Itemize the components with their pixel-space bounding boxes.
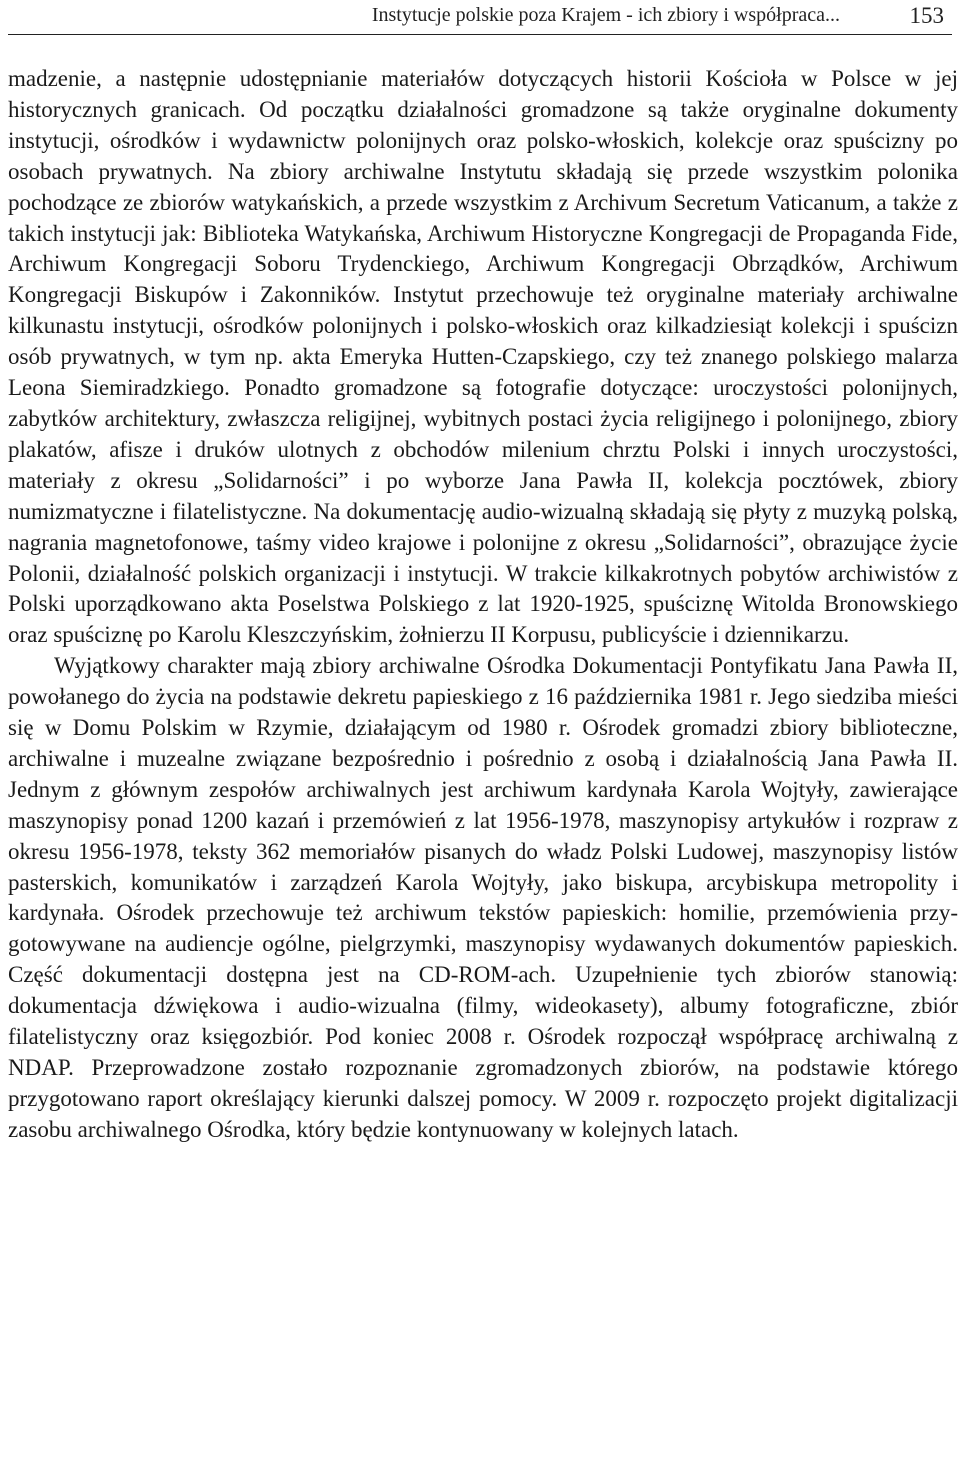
body-text bbox=[8, 64, 958, 1146]
page-number: 153 bbox=[909, 3, 944, 28]
paragraph-pontificate-center: Wyjątkowy charakter mają zbiory archiwalne Ośrodka Dokumentacji Pontyfikatu Jana Pawła II, powołanego do życia na podstawie dekretu papieskiego z 16 października 1981 r. Jego siedziba mieści się w Domu Polskim w Rzymie, działającym od 1980 r. Ośrodek gromadzi zbiory biblioteczne, archiwalne i muzealne związane bezpośrednio i pośrednio z osobą i działalnością Jana Pawła II. Jednym z głównym zespołów archiwalnych jest archiwum kardynała Karola Wojtyły, zawierające maszynopisy ponad 1200 kazań i przemówień z lat 1956-1978, maszynopisy artykułów i rozpraw z okresu 1956-1978, teksty 362 memoriałów pisanych do władz Polski Ludowej, maszynopisy listów pasterskich, komunikatów i zarządzeń Karola Wojtyły, jako biskupa, arcybiskupa metropolity i kardynała. Ośrodek przechowuje też archiwum tekstów papieskich: homilie, przemówienia przygotowywane na audiencje ogólne, pielgrzymki, maszynopisy wydawanych dokumentów papieskich. Część dokumentacji dostępna jest na CD-ROM-ach. Uzupełnienie tych zbiorów stanowią: dokumentacja dźwiękowa i audio-wizualna (filmy, wideokasety), albumy fotograficzne, zbiór filatelistyczny oraz księgozbiór. Pod koniec 2008 r. Ośrodek rozpoczął współpracę archiwalną z NDAP. Przeprowadzone zostało rozpoznanie zgromadzonych zbiorów, na podstawie którego przygotowano raport określający kierunki dalszej pomocy. W 2009 r. rozpoczęto projekt digitalizacji zasobu archiwalnego Ośrodka, który będzie kontynuowany w kolejnych latach. bbox=[8, 653, 958, 1142]
running-header bbox=[8, 0, 952, 35]
running-title: Instytucje polskie poza Krajem - ich zbiory i współpraca... bbox=[371, 4, 840, 26]
paragraph-continued: madzenie, a następnie udostępnianie materiałów dotyczących historii Kościoła w Polsce w jej historycznych granicach. Od początku działalności gromadzone są także oryginalne dokumenty instytucji, ośrodków i wydawnictw polonijnych oraz polsko-włoskich, kolekcje oraz spuścizny po osobach prywatnych. Na zbiory archiwalne Instytutu składają się przede wszystkim polonika pochodzące ze zbiorów watykańskich, a przede wszystkim z Archivum Secretum Vaticanum, a także z takich instytucji jak: Biblioteka Watykańska, Archiwum Historyczne Kongregacji de Propaganda Fide, Archiwum Kongregacji Soboru Trydenckiego, Archiwum Kongregacji Obrządków, Archiwum Kongregacji Biskupów i Zakonników. Instytut przechowuje też oryginalne materiały archiwalne kilkunastu instytucji, ośrodków polonijnych i polsko-włoskich oraz kilkadziesiąt kolekcji i spuścizn osób prywatnych, w tym np. akta Emeryka Hutten-Czapskiego, czy też znanego polskiego malarza Leona Siemiradzkiego. Ponadto gromadzone są fotografie dotyczące: uroczystości polonijnych, zabytków architektury, zwłaszcza religijnej, wybitnych postaci życia religijnego i polonijnego, zbiory plakatów, afisze i druków ulotnych z obchodów milenium chrztu Polski i innych uroczystości, materiały z okresu „Solidarności” i po wyborze Jana Pawła II, kolekcja pocztówek, zbiory numizmatyczne i filatelistyczne. Na dokumentację audio-wizualną składają się płyty z muzyką polską, nagrania magnetofonowe, taśmy video krajowe i polonijne z okresu „Solidarności”, obrazujące życie Polonii, działalność polskich organizacji i instytucji. W trakcie kilkakrotnych pobytów archiwistów z Polski uporządkowano akta Poselstwa Polskiego z lat 1920-1925, spuściznę Witolda Bronowskiego oraz spuściznę po Karolu Kleszczyńskim, żołnierzu II Korpusu, publicyście i dziennikarzu. bbox=[8, 66, 958, 648]
